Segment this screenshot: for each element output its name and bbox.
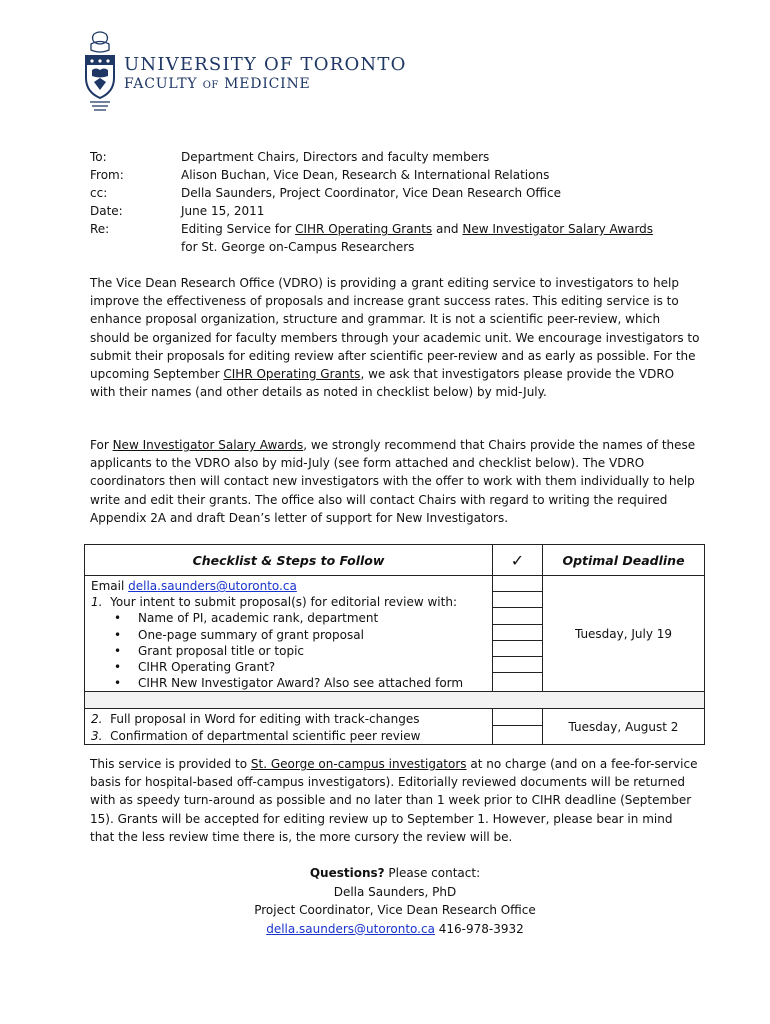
contact-email-link[interactable]: della.saunders@utoronto.ca (266, 921, 435, 936)
check-box (493, 657, 542, 673)
medicine-word: MEDICINE (224, 76, 311, 92)
list-item (91, 659, 486, 675)
step3-text: Confirmation of departmental scientific peer review (110, 728, 421, 743)
contact-phone: 416-978-3932 (434, 921, 524, 936)
re-link-salary-awards: New Investigator Salary Awards (462, 222, 654, 236)
contact-title: Project Coordinator, Vice Dean Research Office (254, 903, 536, 917)
to-label: To: (90, 150, 107, 164)
memo-to-row (90, 148, 710, 166)
email-line (91, 578, 486, 594)
contact-line (90, 920, 700, 939)
questions-label: Questions? (309, 866, 385, 880)
service-prefix: This service is provided to (90, 757, 251, 771)
bullet-text: One-page summary of grant proposal (138, 627, 364, 642)
check-box (493, 576, 542, 592)
paragraph-salary-awards (90, 436, 700, 527)
salary-link: New Investigator Salary Awards (112, 438, 304, 452)
date-value: June 15, 2011 (181, 204, 265, 218)
checkmark-icon: ✓ (493, 545, 543, 576)
bullet-text: CIHR New Investigator Award? Also see attached form (138, 676, 464, 691)
cc-label: cc: (90, 186, 108, 200)
questions-text: Please contact: (384, 866, 481, 880)
checklist-header-row (85, 545, 705, 576)
re-value (181, 220, 710, 256)
intro-text-a: The Vice Dean Research Office (VDRO) is providing a grant editing service to investigators to help improve the effectiveness of proposals and increase grant success rates. This editing service is to enhance proposal organization, structure and grammar. It is not a scientific peer-review, which should be organized for faculty members through your academic unit. We encourage investigators to submit their proposals for editing review after scientific peer-review and as early as possible. For the upcoming September (90, 276, 700, 382)
checklist-row-intent (85, 576, 705, 692)
check-box (493, 726, 542, 742)
salary-text: , we strongly recommend that Chairs provide the names of these applicants to the VDRO also by mid-July (see form attached and checklist below). The VDRO coordinators then will contact new investigators with the offer to work with them individually to help write and edit their grants. The office also will contact Chairs with regard to writing the required Appendix 2A and draft Dean’s letter of support for New Investigators. (90, 438, 696, 525)
header-steps: Checklist & Steps to Follow (85, 545, 493, 576)
list-item (91, 643, 486, 659)
contact-block (90, 864, 700, 938)
check-box (493, 709, 542, 725)
check-box (493, 641, 542, 657)
step3-line (91, 728, 486, 744)
bullet-icon: • (114, 676, 122, 691)
university-name: UNIVERSITY OF TORONTO (124, 54, 407, 75)
step1-text: Your intent to submit proposal(s) for editorial review with: (110, 595, 457, 610)
re-label: Re: (90, 222, 110, 236)
bullet-text: Grant proposal title or topic (138, 643, 305, 658)
cc-value: Della Saunders, Project Coordinator, Vice Dean Research Office (181, 186, 561, 200)
questions-line (90, 864, 700, 883)
step1-num: 1. (91, 595, 103, 610)
memo-cc-row (90, 184, 710, 202)
checklist-spacer-row (85, 692, 705, 709)
service-text: at no charge (and on a fee-for-service basis for hospital-based off-campus investigators). Editorially reviewed documents will be returned with as speedy turn-around as possible and no later than 1 week prior to CIHR deadline (September 15). Grants will be accepted for editing review up to September 1. However, please bear in mind that the less review time there is, the more cursory the review will be. (90, 757, 698, 844)
step3-num: 3. (91, 728, 103, 743)
salary-prefix: For (90, 438, 113, 452)
memo-header (90, 148, 710, 256)
faculty-of: OF (202, 80, 219, 91)
paragraph-service (90, 755, 700, 846)
contact-name: Della Saunders, PhD (333, 884, 457, 899)
faculty-name (124, 76, 311, 92)
check-column-1 (493, 576, 543, 692)
spacer-cell (85, 692, 705, 709)
paragraph-intro (90, 274, 700, 401)
check-box (493, 608, 542, 624)
deadline-1: Tuesday, July 19 (543, 576, 705, 692)
bullet-text: Name of PI, academic rank, department (138, 611, 379, 626)
check-box (493, 592, 542, 608)
university-crest-icon (82, 30, 118, 122)
to-value: Department Chairs, Directors and faculty members (181, 150, 490, 164)
memo-from-row (90, 166, 710, 184)
step1-line (91, 594, 486, 610)
service-link: St. George on-campus investigators (250, 757, 467, 771)
intro-link-operating-grants: CIHR Operating Grants (223, 367, 361, 382)
list-item (91, 610, 486, 626)
intro-text-b: , we ask that investigators please provide the VDRO with their names (and other details as noted in checklist below) by mid-July. (90, 367, 675, 400)
bullet-icon: • (114, 627, 122, 642)
step2-text: Full proposal in Word for editing with track-changes (110, 712, 420, 727)
faculty-word: FACULTY (124, 76, 198, 92)
email-label: Email (91, 579, 129, 593)
re-prefix: Editing Service for (181, 222, 296, 236)
list-item (91, 627, 486, 643)
check-box (493, 673, 542, 689)
re-and: and (432, 222, 463, 236)
checklist-row-proposal (85, 709, 705, 744)
step2-num: 2. (91, 712, 103, 727)
intent-cell (85, 576, 493, 692)
bullet-icon: • (114, 643, 122, 658)
memo-re-row (90, 220, 710, 256)
bullet-icon: • (114, 660, 122, 675)
check-box (493, 625, 542, 641)
deadline-2: Tuesday, August 2 (543, 709, 705, 744)
checklist-table (84, 544, 705, 745)
from-value: Alison Buchan, Vice Dean, Research & International Relations (181, 168, 550, 182)
list-item (91, 675, 486, 691)
header-deadline: Optimal Deadline (543, 545, 705, 576)
letterhead (82, 30, 482, 122)
check-column-2 (493, 709, 543, 744)
re-link-operating-grants: CIHR Operating Grants (295, 222, 433, 236)
from-label: From: (90, 168, 124, 182)
email-link[interactable]: della.saunders@utoronto.ca (128, 579, 297, 593)
step2-line (91, 711, 486, 727)
bullet-text: CIHR Operating Grant? (138, 660, 276, 675)
memo-date-row (90, 202, 710, 220)
date-label: Date: (90, 204, 123, 218)
bullet-icon: • (114, 611, 122, 626)
proposal-cell (85, 709, 493, 744)
re-line2: for St. George on-Campus Researchers (181, 240, 415, 254)
